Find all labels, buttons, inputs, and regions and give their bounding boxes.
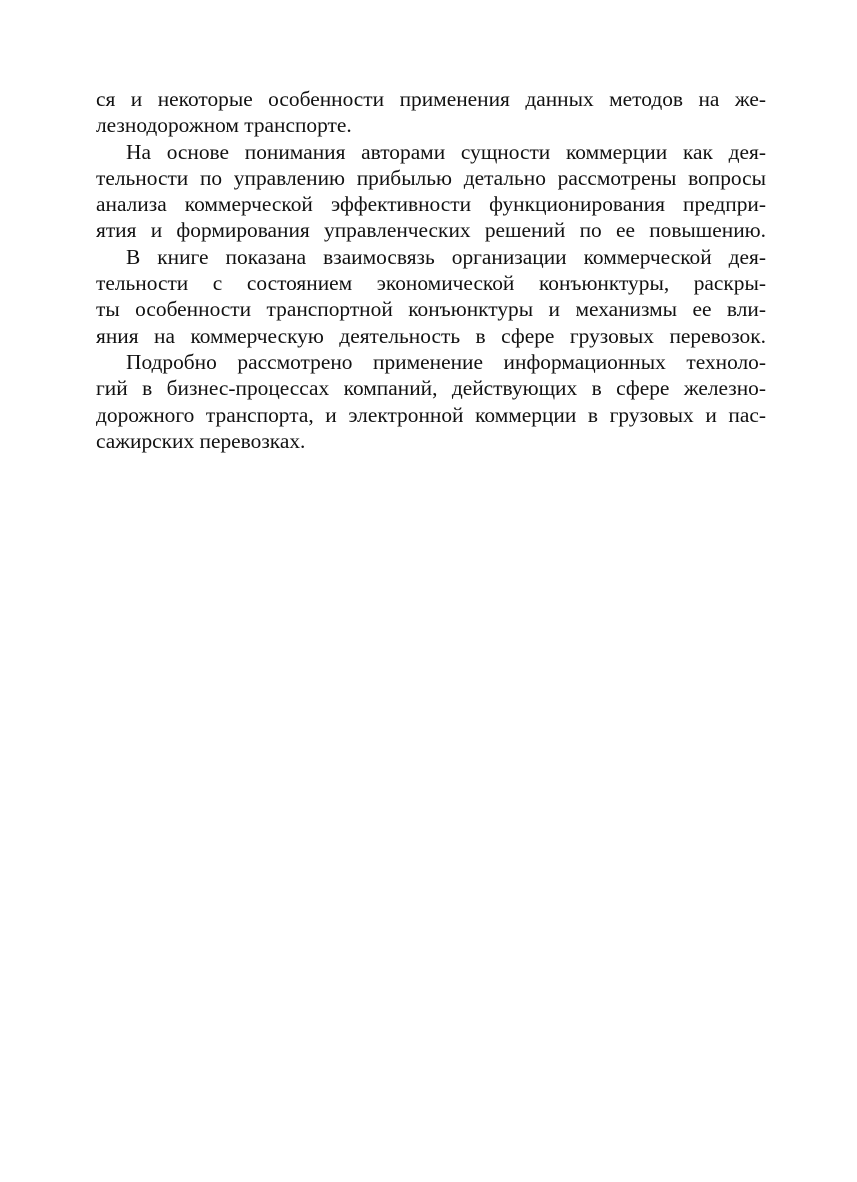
text-line: На основе понимания авторами сущности коммерции как дея- bbox=[126, 139, 766, 164]
text-line: сажирских перевозках. bbox=[96, 428, 306, 453]
text-line: ся и некоторые особенности применения данных методов на же- bbox=[96, 87, 766, 111]
text-line: тельности с состоянием экономической конъюнктуры, раскры- bbox=[96, 271, 766, 296]
paragraph-3 bbox=[96, 244, 766, 349]
text-line: гий в бизнес-процессах компаний, действующих в сфере железно- bbox=[96, 376, 766, 401]
text-line: анализа коммерческой эффективности функционирования предпри- bbox=[96, 192, 766, 217]
text-line: ты особенности транспортной конъюнктуры и механизмы ее вли- bbox=[96, 297, 766, 322]
text-line: ятия и формирования управленческих решений по ее повышению. bbox=[96, 218, 766, 243]
body-text bbox=[96, 86, 766, 454]
paragraph-4 bbox=[96, 349, 766, 454]
text-line: лезнодорожном транспорте. bbox=[96, 113, 352, 138]
text-line: Подробно рассмотрено применение информационных техноло- bbox=[126, 349, 766, 374]
paragraph-2 bbox=[96, 139, 766, 244]
text-line: дорожного транспорта, и электронной коммерции в грузовых и пас- bbox=[96, 402, 766, 427]
paragraph-1 bbox=[96, 86, 766, 139]
text-line: тельности по управлению прибылью детально рассмотрены вопросы bbox=[96, 165, 766, 190]
text-line: В книге показана взаимосвязь организации коммерческой дея- bbox=[126, 244, 766, 269]
text-line: яния на коммерческую деятельность в сфере грузовых перевозок. bbox=[96, 323, 766, 348]
